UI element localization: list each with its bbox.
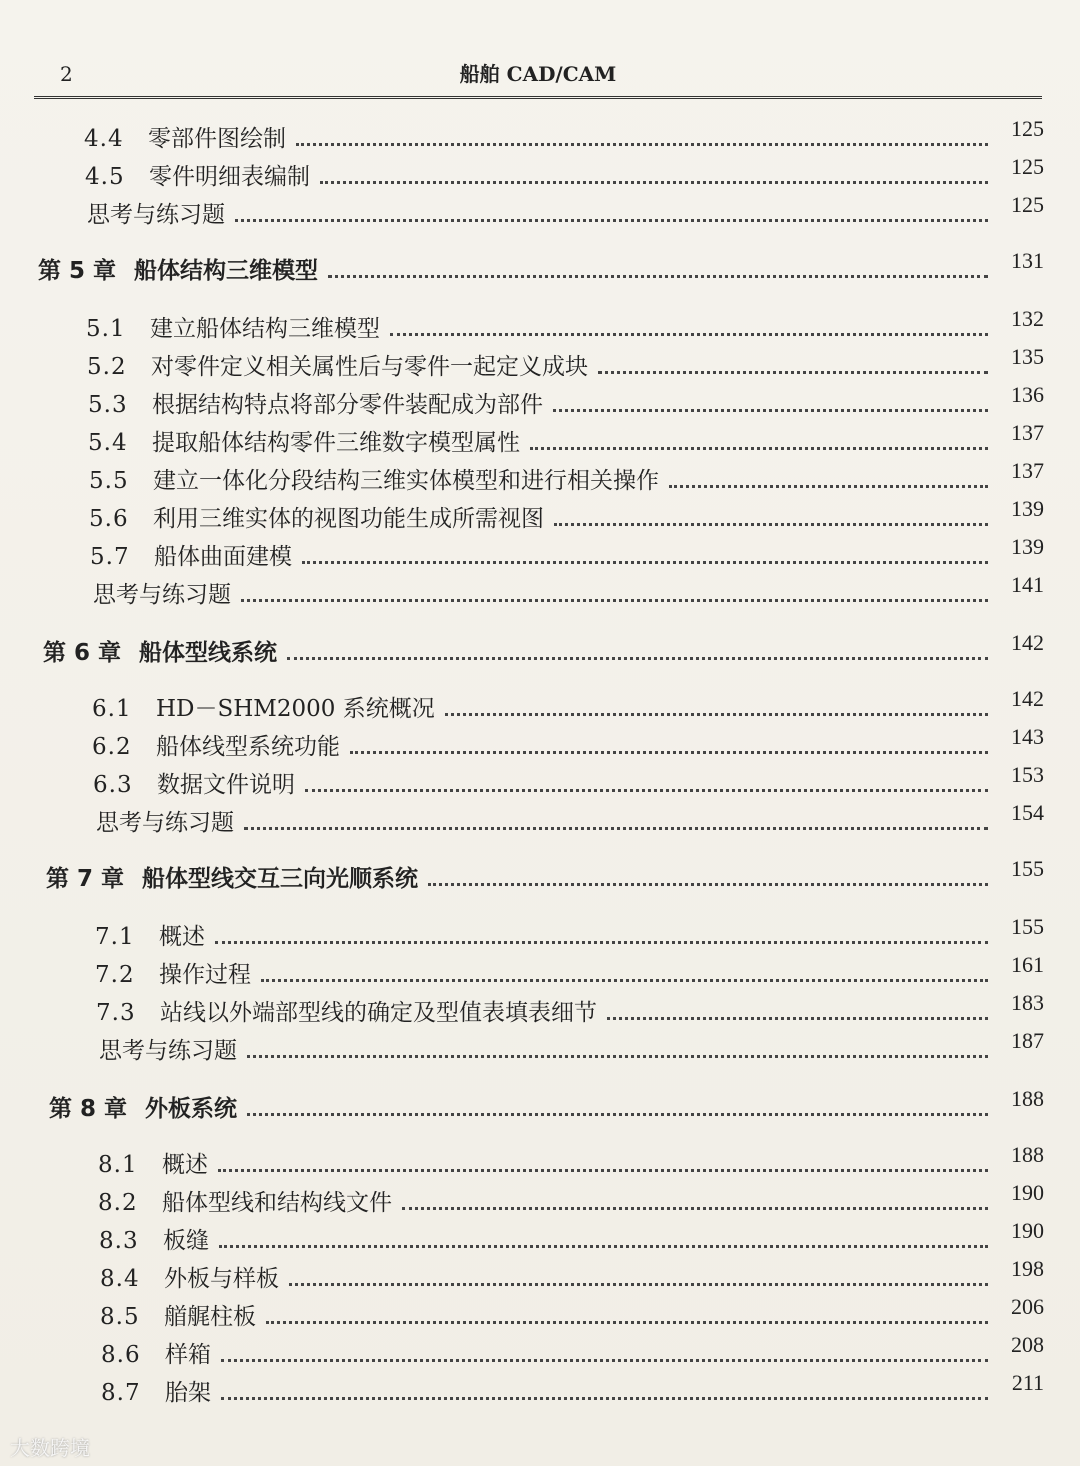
- toc-exercise-entry[interactable]: [87, 194, 1044, 228]
- toc-section-entry[interactable]: [98, 1182, 1044, 1216]
- toc-section-entry[interactable]: [90, 536, 1044, 570]
- toc-chapter-entry[interactable]: [46, 858, 1044, 892]
- chapter-label: 第 6 章: [43, 640, 122, 666]
- toc-exercise-entry[interactable]: [96, 802, 1044, 836]
- entry-page-number: 132: [1011, 306, 1044, 331]
- dot-leader: [261, 978, 988, 982]
- dot-leader: [296, 142, 988, 146]
- dot-leader: [530, 446, 988, 450]
- chapter-label: 第 7 章: [46, 866, 125, 892]
- toc-section-entry[interactable]: [89, 460, 1044, 494]
- entry-title: 外板系统: [145, 1096, 237, 1122]
- entry-page-number: 125: [1011, 192, 1044, 217]
- toc-section-entry[interactable]: [92, 688, 1044, 722]
- entry-page-number: 155: [1011, 856, 1044, 881]
- section-number: 5.1: [86, 316, 126, 342]
- toc-section-entry[interactable]: [101, 1372, 1044, 1406]
- entry-title: 板缝: [163, 1228, 209, 1254]
- entry-title: 船体型线系统: [139, 640, 277, 666]
- section-number: 8.3: [99, 1228, 139, 1254]
- entry-page-number: 187: [1011, 1028, 1044, 1053]
- dot-leader: [215, 940, 988, 944]
- section-number: 7.1: [95, 924, 135, 950]
- section-number: 4.5: [85, 164, 125, 190]
- entry-page-number: 153: [1011, 762, 1044, 787]
- dot-leader: [266, 1320, 988, 1324]
- entry-page-number: 137: [1011, 458, 1044, 483]
- toc-section-entry[interactable]: [93, 764, 1044, 798]
- toc-section-entry[interactable]: [89, 498, 1044, 532]
- toc-section-entry[interactable]: [86, 308, 1044, 342]
- entry-page-number: 206: [1011, 1294, 1044, 1319]
- entry-title: 艏艉柱板: [164, 1304, 256, 1330]
- entry-page-number: 139: [1011, 496, 1044, 521]
- entry-title: 思考与练习题: [99, 1038, 237, 1064]
- section-number: 5.4: [88, 430, 128, 456]
- toc-chapter-entry[interactable]: [38, 250, 1044, 284]
- entry-page-number: 142: [1011, 686, 1044, 711]
- section-number: 8.2: [98, 1190, 138, 1216]
- entry-page-number: 125: [1011, 154, 1044, 179]
- toc-section-entry[interactable]: [100, 1258, 1044, 1292]
- section-number: 5.3: [88, 392, 128, 418]
- entry-page-number: 155: [1011, 914, 1044, 939]
- dot-leader: [598, 370, 988, 374]
- entry-page-number: 135: [1011, 344, 1044, 369]
- section-number: 8.4: [100, 1266, 140, 1292]
- entry-title: 胎架: [165, 1380, 211, 1406]
- entry-page-number: 136: [1011, 382, 1044, 407]
- page-number: 2: [60, 62, 73, 86]
- toc-exercise-entry[interactable]: [99, 1030, 1044, 1064]
- section-number: 6.2: [92, 734, 132, 760]
- entry-title: 思考与练习题: [93, 582, 231, 608]
- entry-page-number: 131: [1011, 248, 1044, 273]
- dot-leader: [553, 408, 988, 412]
- entry-page-number: 208: [1011, 1332, 1044, 1357]
- entry-title: 概述: [162, 1152, 208, 1178]
- section-number: 7.2: [95, 962, 135, 988]
- toc-section-entry[interactable]: [101, 1334, 1044, 1368]
- dot-leader: [302, 560, 988, 564]
- dot-leader: [305, 788, 988, 792]
- dot-leader: [221, 1396, 988, 1400]
- entry-title: 利用三维实体的视图功能生成所需视图: [153, 506, 544, 532]
- entry-title: 建立船体结构三维模型: [150, 316, 380, 342]
- entry-page-number: 188: [1011, 1142, 1044, 1167]
- section-number: 8.5: [100, 1304, 140, 1330]
- section-number: 7.3: [96, 1000, 136, 1026]
- dot-leader: [235, 218, 988, 222]
- dot-leader: [320, 180, 988, 184]
- entry-page-number: 190: [1011, 1180, 1044, 1205]
- entry-title: HD－SHM2000 系统概况: [156, 696, 435, 722]
- section-number: 6.3: [93, 772, 133, 798]
- entry-title: 船体型线交互三向光顺系统: [142, 866, 418, 892]
- dot-leader: [244, 826, 988, 830]
- entry-title: 建立一体化分段结构三维实体模型和进行相关操作: [153, 468, 659, 494]
- toc-section-entry[interactable]: [85, 156, 1044, 190]
- toc-exercise-entry[interactable]: [93, 574, 1044, 608]
- toc-section-entry[interactable]: [88, 384, 1044, 418]
- entry-title: 外板与样板: [164, 1266, 279, 1292]
- entry-title: 思考与练习题: [96, 810, 234, 836]
- dot-leader: [554, 522, 988, 526]
- toc-section-entry[interactable]: [87, 346, 1044, 380]
- entry-page-number: 142: [1011, 630, 1044, 655]
- dot-leader: [247, 1054, 988, 1058]
- entry-title: 数据文件说明: [157, 772, 295, 798]
- toc-section-entry[interactable]: [84, 118, 1044, 152]
- toc-section-entry[interactable]: [95, 916, 1044, 950]
- entry-title: 船体曲面建模: [154, 544, 292, 570]
- entry-page-number: 143: [1011, 724, 1044, 749]
- entry-title: 思考与练习题: [87, 202, 225, 228]
- section-number: 8.1: [98, 1152, 138, 1178]
- dot-leader: [402, 1206, 988, 1210]
- entry-page-number: 190: [1011, 1218, 1044, 1243]
- entry-page-number: 211: [1011, 1370, 1044, 1395]
- dot-leader: [247, 1112, 988, 1116]
- entry-title: 零件明细表编制: [149, 164, 310, 190]
- dot-leader: [221, 1358, 988, 1362]
- section-number: 4.4: [84, 126, 124, 152]
- entry-page-number: 188: [1011, 1086, 1044, 1111]
- entry-title: 概述: [159, 924, 205, 950]
- dot-leader: [218, 1168, 988, 1172]
- toc-section-entry[interactable]: [98, 1144, 1044, 1178]
- toc-section-entry[interactable]: [99, 1220, 1044, 1254]
- entry-title: 对零件定义相关属性后与零件一起定义成块: [151, 354, 588, 380]
- dot-leader: [669, 484, 988, 488]
- chapter-label: 第 8 章: [49, 1096, 128, 1122]
- toc-section-entry[interactable]: [88, 422, 1044, 456]
- dot-leader: [328, 274, 988, 278]
- watermark-logo: 大数跨境: [10, 1436, 90, 1460]
- dot-leader: [287, 656, 988, 660]
- entry-title: 站线以外端部型线的确定及型值表填表细节: [160, 1000, 597, 1026]
- toc-section-entry[interactable]: [95, 954, 1044, 988]
- section-number: 5.2: [87, 354, 127, 380]
- entry-page-number: 198: [1011, 1256, 1044, 1281]
- dot-leader: [445, 712, 988, 716]
- entry-page-number: 161: [1011, 952, 1044, 977]
- entry-page-number: 154: [1011, 800, 1044, 825]
- toc-section-entry[interactable]: [92, 726, 1044, 760]
- dot-leader: [607, 1016, 988, 1020]
- entry-title: 船体型线和结构线文件: [162, 1190, 392, 1216]
- section-number: 5.6: [89, 506, 129, 532]
- section-number: 5.7: [90, 544, 130, 570]
- entry-page-number: 183: [1011, 990, 1044, 1015]
- toc-section-entry[interactable]: [96, 992, 1044, 1026]
- entry-page-number: 139: [1011, 534, 1044, 559]
- entry-title: 船体结构三维模型: [134, 258, 318, 284]
- entry-title: 根据结构特点将部分零件装配成为部件: [152, 392, 543, 418]
- entry-title: 操作过程: [159, 962, 251, 988]
- entry-title: 船体线型系统功能: [156, 734, 340, 760]
- section-number: 8.6: [101, 1342, 141, 1368]
- toc-section-entry[interactable]: [100, 1296, 1044, 1330]
- dot-leader: [289, 1282, 988, 1286]
- dot-leader: [428, 882, 988, 886]
- dot-leader: [219, 1244, 988, 1248]
- entry-page-number: 137: [1011, 420, 1044, 445]
- entry-page-number: 125: [1011, 116, 1044, 141]
- section-number: 6.1: [92, 696, 132, 722]
- entry-title: 零部件图绘制: [148, 126, 286, 152]
- entry-title: 提取船体结构零件三维数字模型属性: [152, 430, 520, 456]
- entry-page-number: 141: [1011, 572, 1044, 597]
- section-number: 8.7: [101, 1380, 141, 1406]
- chapter-label: 第 5 章: [38, 258, 117, 284]
- dot-leader: [390, 332, 988, 336]
- running-title: 船舶 CAD/CAM: [459, 62, 617, 86]
- toc-chapter-entry[interactable]: [49, 1088, 1044, 1122]
- toc-chapter-entry[interactable]: [43, 632, 1044, 666]
- dot-leader: [350, 750, 988, 754]
- section-number: 5.5: [89, 468, 129, 494]
- dot-leader: [241, 598, 988, 602]
- entry-title: 样箱: [165, 1342, 211, 1368]
